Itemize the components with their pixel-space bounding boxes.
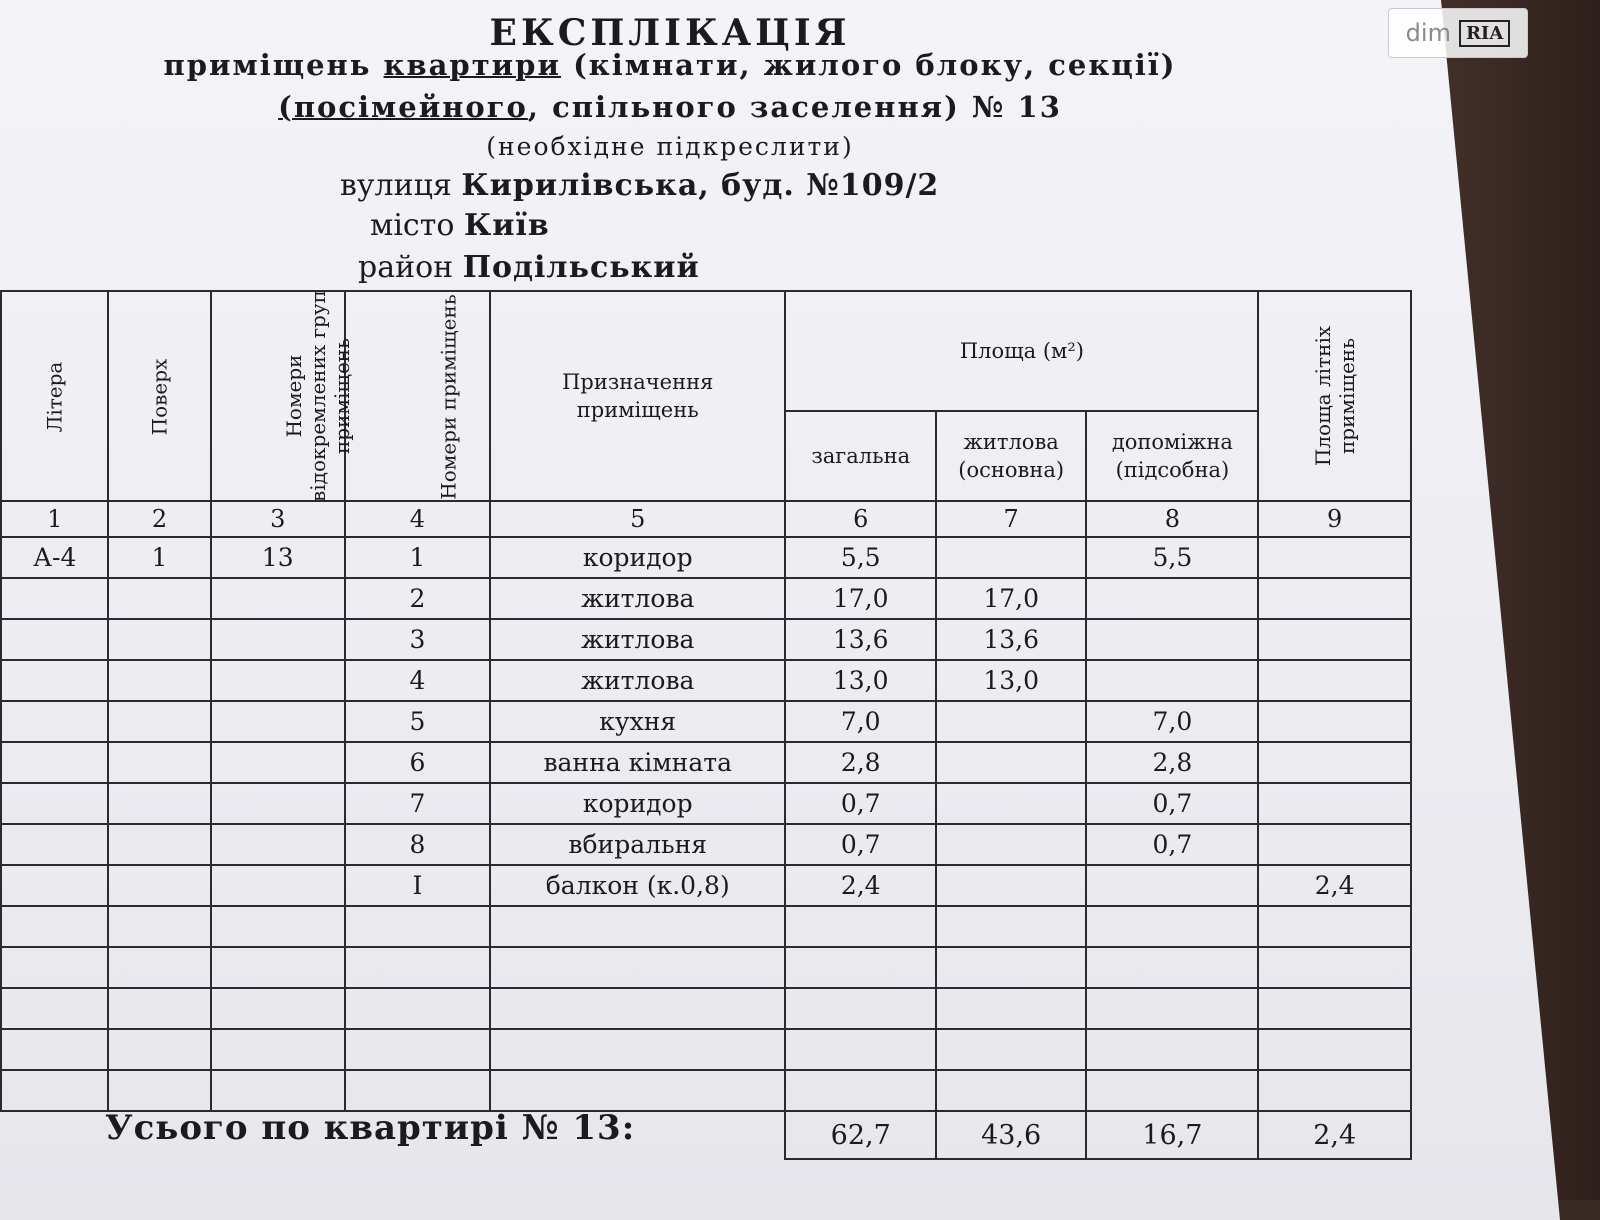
header-poverkh-text: Поверх xyxy=(147,358,172,436)
cell-num: 3 xyxy=(345,619,490,660)
column-number-row xyxy=(1,501,1411,537)
cell-living xyxy=(936,537,1086,578)
cell-summer xyxy=(1258,537,1411,578)
cell-summer xyxy=(1258,619,1411,660)
cell-living: 17,0 xyxy=(936,578,1086,619)
header-summer-line-1: Площа літніх xyxy=(1310,325,1335,466)
district-line xyxy=(358,250,700,285)
header-purpose-line-2: приміщень xyxy=(576,398,699,422)
cell-num: 8 xyxy=(345,824,490,865)
header-purpose-line-1: Призначення xyxy=(562,370,714,394)
empty-row xyxy=(1,1070,1411,1111)
cell-litera xyxy=(1,783,108,824)
street-value: Кирилівська, буд. №109/2 xyxy=(461,168,940,203)
cell-living: 13,0 xyxy=(936,660,1086,701)
table-row xyxy=(1,824,1411,865)
table-row xyxy=(1,742,1411,783)
cell-purpose: житлова xyxy=(490,619,786,660)
cell-purpose: ванна кімната xyxy=(490,742,786,783)
empty-row xyxy=(1,1029,1411,1070)
colnum-1: 1 xyxy=(1,501,108,537)
cell-living: 13,6 xyxy=(936,619,1086,660)
header-room-numbers-text: Номери приміщень xyxy=(436,294,461,500)
cell-litera xyxy=(1,824,108,865)
table-row xyxy=(1,619,1411,660)
header-area: Площа (м²) xyxy=(785,291,1258,411)
title-line-3 xyxy=(0,90,1340,124)
cell-group xyxy=(211,578,345,619)
cell-living xyxy=(936,701,1086,742)
cell-total: 13,0 xyxy=(785,660,935,701)
cell-living xyxy=(936,742,1086,783)
header-area-aux-line-2: (підсобна) xyxy=(1115,458,1230,482)
document-title: ЕКСПЛІКАЦІЯ xyxy=(489,12,851,54)
colnum-3: 3 xyxy=(211,501,345,537)
header-summer xyxy=(1258,291,1411,501)
cell-poverkh xyxy=(108,742,210,783)
header-area-living-line-1: житлова xyxy=(963,430,1059,454)
totals-aux: 16,7 xyxy=(1086,1111,1258,1159)
cell-total: 2,8 xyxy=(785,742,935,783)
colnum-2: 2 xyxy=(108,501,210,537)
city-value: Київ xyxy=(463,208,550,243)
cell-aux xyxy=(1086,619,1258,660)
table-row xyxy=(1,660,1411,701)
table-row xyxy=(1,701,1411,742)
cell-num: 4 xyxy=(345,660,490,701)
cell-total: 2,4 xyxy=(785,865,935,906)
header-area-aux xyxy=(1086,411,1258,501)
cell-litera xyxy=(1,619,108,660)
cell-poverkh xyxy=(108,660,210,701)
header-groups-line-1: Номери xyxy=(281,354,306,438)
cell-living xyxy=(936,865,1086,906)
cell-purpose: житлова xyxy=(490,660,786,701)
cell-aux: 0,7 xyxy=(1086,783,1258,824)
cell-summer xyxy=(1258,578,1411,619)
city-label: місто xyxy=(370,208,455,243)
explication-table xyxy=(0,290,1412,1160)
cell-aux: 0,7 xyxy=(1086,824,1258,865)
cell-summer: 2,4 xyxy=(1258,865,1411,906)
colnum-9: 9 xyxy=(1258,501,1411,537)
totals-summer: 2,4 xyxy=(1258,1111,1411,1159)
cell-poverkh xyxy=(108,701,210,742)
city-line xyxy=(370,208,550,243)
title-line-2-underlined: квартири xyxy=(383,48,561,82)
cell-num: 6 xyxy=(345,742,490,783)
cell-total: 7,0 xyxy=(785,701,935,742)
cell-purpose: вбиральня xyxy=(490,824,786,865)
header-room-numbers xyxy=(345,291,490,501)
cell-living xyxy=(936,824,1086,865)
colnum-8: 8 xyxy=(1086,501,1258,537)
cell-group xyxy=(211,701,345,742)
cell-litera xyxy=(1,865,108,906)
cell-group xyxy=(211,865,345,906)
cell-total: 13,6 xyxy=(785,619,935,660)
header-area-living xyxy=(936,411,1086,501)
cell-summer xyxy=(1258,783,1411,824)
cell-num: 5 xyxy=(345,701,490,742)
dim-ria-watermark xyxy=(1388,8,1528,58)
colnum-7: 7 xyxy=(936,501,1086,537)
cell-total: 17,0 xyxy=(785,578,935,619)
header-litera-text: Літера xyxy=(42,361,67,433)
cell-poverkh xyxy=(108,865,210,906)
street-line xyxy=(340,168,939,203)
district-label: район xyxy=(358,250,454,285)
cell-summer xyxy=(1258,824,1411,865)
table-row xyxy=(1,865,1411,906)
street-label: вулиця xyxy=(340,168,452,203)
title-line-3-rest: , спільного заселення) № 13 xyxy=(527,90,1062,124)
empty-row xyxy=(1,988,1411,1029)
cell-aux: 2,8 xyxy=(1086,742,1258,783)
totals-total: 62,7 xyxy=(785,1111,935,1159)
cell-group xyxy=(211,742,345,783)
cell-purpose: житлова xyxy=(490,578,786,619)
cell-summer xyxy=(1258,742,1411,783)
cell-num: 1 xyxy=(345,537,490,578)
header-summer-text xyxy=(1311,325,1359,465)
district-value: Подільський xyxy=(462,250,700,285)
cell-total: 0,7 xyxy=(785,824,935,865)
header-groups-line-2: відокремлених груп xyxy=(305,289,330,502)
header-groups-text xyxy=(282,290,354,502)
cell-litera xyxy=(1,701,108,742)
cell-poverkh xyxy=(108,824,210,865)
cell-num: 2 xyxy=(345,578,490,619)
cell-num: I xyxy=(345,865,490,906)
cell-total: 5,5 xyxy=(785,537,935,578)
cell-poverkh xyxy=(108,783,210,824)
colnum-5: 5 xyxy=(490,501,786,537)
table-row xyxy=(1,783,1411,824)
title-line-2 xyxy=(0,48,1340,82)
cell-group xyxy=(211,783,345,824)
colnum-6: 6 xyxy=(785,501,935,537)
cell-aux xyxy=(1086,865,1258,906)
colnum-4: 4 xyxy=(345,501,490,537)
cell-aux: 5,5 xyxy=(1086,537,1258,578)
header-area-aux-line-1: допоміжна xyxy=(1111,430,1233,454)
header-area-total: загальна xyxy=(785,411,935,501)
cell-living xyxy=(936,783,1086,824)
table-row xyxy=(1,578,1411,619)
cell-litera xyxy=(1,660,108,701)
cell-litera: А-4 xyxy=(1,537,108,578)
totals-label: Усього по квартирі № 13: xyxy=(105,1108,636,1148)
header-row-1 xyxy=(1,291,1411,411)
cell-aux: 7,0 xyxy=(1086,701,1258,742)
header-purpose xyxy=(490,291,786,501)
header-summer-line-2: приміщень xyxy=(1334,337,1359,454)
cell-litera xyxy=(1,742,108,783)
cell-group: 13 xyxy=(211,537,345,578)
title-line-4: (необхідне підкреслити) xyxy=(486,132,854,161)
cell-poverkh xyxy=(108,578,210,619)
table-body xyxy=(1,537,1411,906)
title-line-2-rest: (кімнати, жилого блоку, секції) xyxy=(560,48,1177,82)
cell-aux xyxy=(1086,660,1258,701)
cell-purpose: коридор xyxy=(490,537,786,578)
cell-total: 0,7 xyxy=(785,783,935,824)
cell-aux xyxy=(1086,578,1258,619)
header-litera xyxy=(1,291,108,501)
cell-purpose: коридор xyxy=(490,783,786,824)
header-poverkh xyxy=(108,291,210,501)
header-groups xyxy=(211,289,354,502)
table-row xyxy=(1,537,1411,578)
empty-row xyxy=(1,947,1411,988)
cell-group xyxy=(211,619,345,660)
empty-row xyxy=(1,906,1411,947)
totals-living: 43,6 xyxy=(936,1111,1086,1159)
header-area-living-line-2: (основна) xyxy=(958,458,1065,482)
cell-group xyxy=(211,824,345,865)
cell-purpose: кухня xyxy=(490,701,786,742)
cell-summer xyxy=(1258,660,1411,701)
cell-num: 7 xyxy=(345,783,490,824)
cell-group xyxy=(211,660,345,701)
cell-purpose: балкон (к.0,8) xyxy=(490,865,786,906)
cell-poverkh: 1 xyxy=(108,537,210,578)
title-line-3-underlined: (посімейного xyxy=(278,90,528,124)
watermark-ria-logo: RIA xyxy=(1459,20,1510,47)
cell-summer xyxy=(1258,701,1411,742)
title-line-2-prefix: приміщень xyxy=(163,48,384,82)
cell-poverkh xyxy=(108,619,210,660)
cell-litera xyxy=(1,578,108,619)
header-groups-line-3: приміщень xyxy=(329,337,354,454)
watermark-dim: dim xyxy=(1405,19,1451,47)
